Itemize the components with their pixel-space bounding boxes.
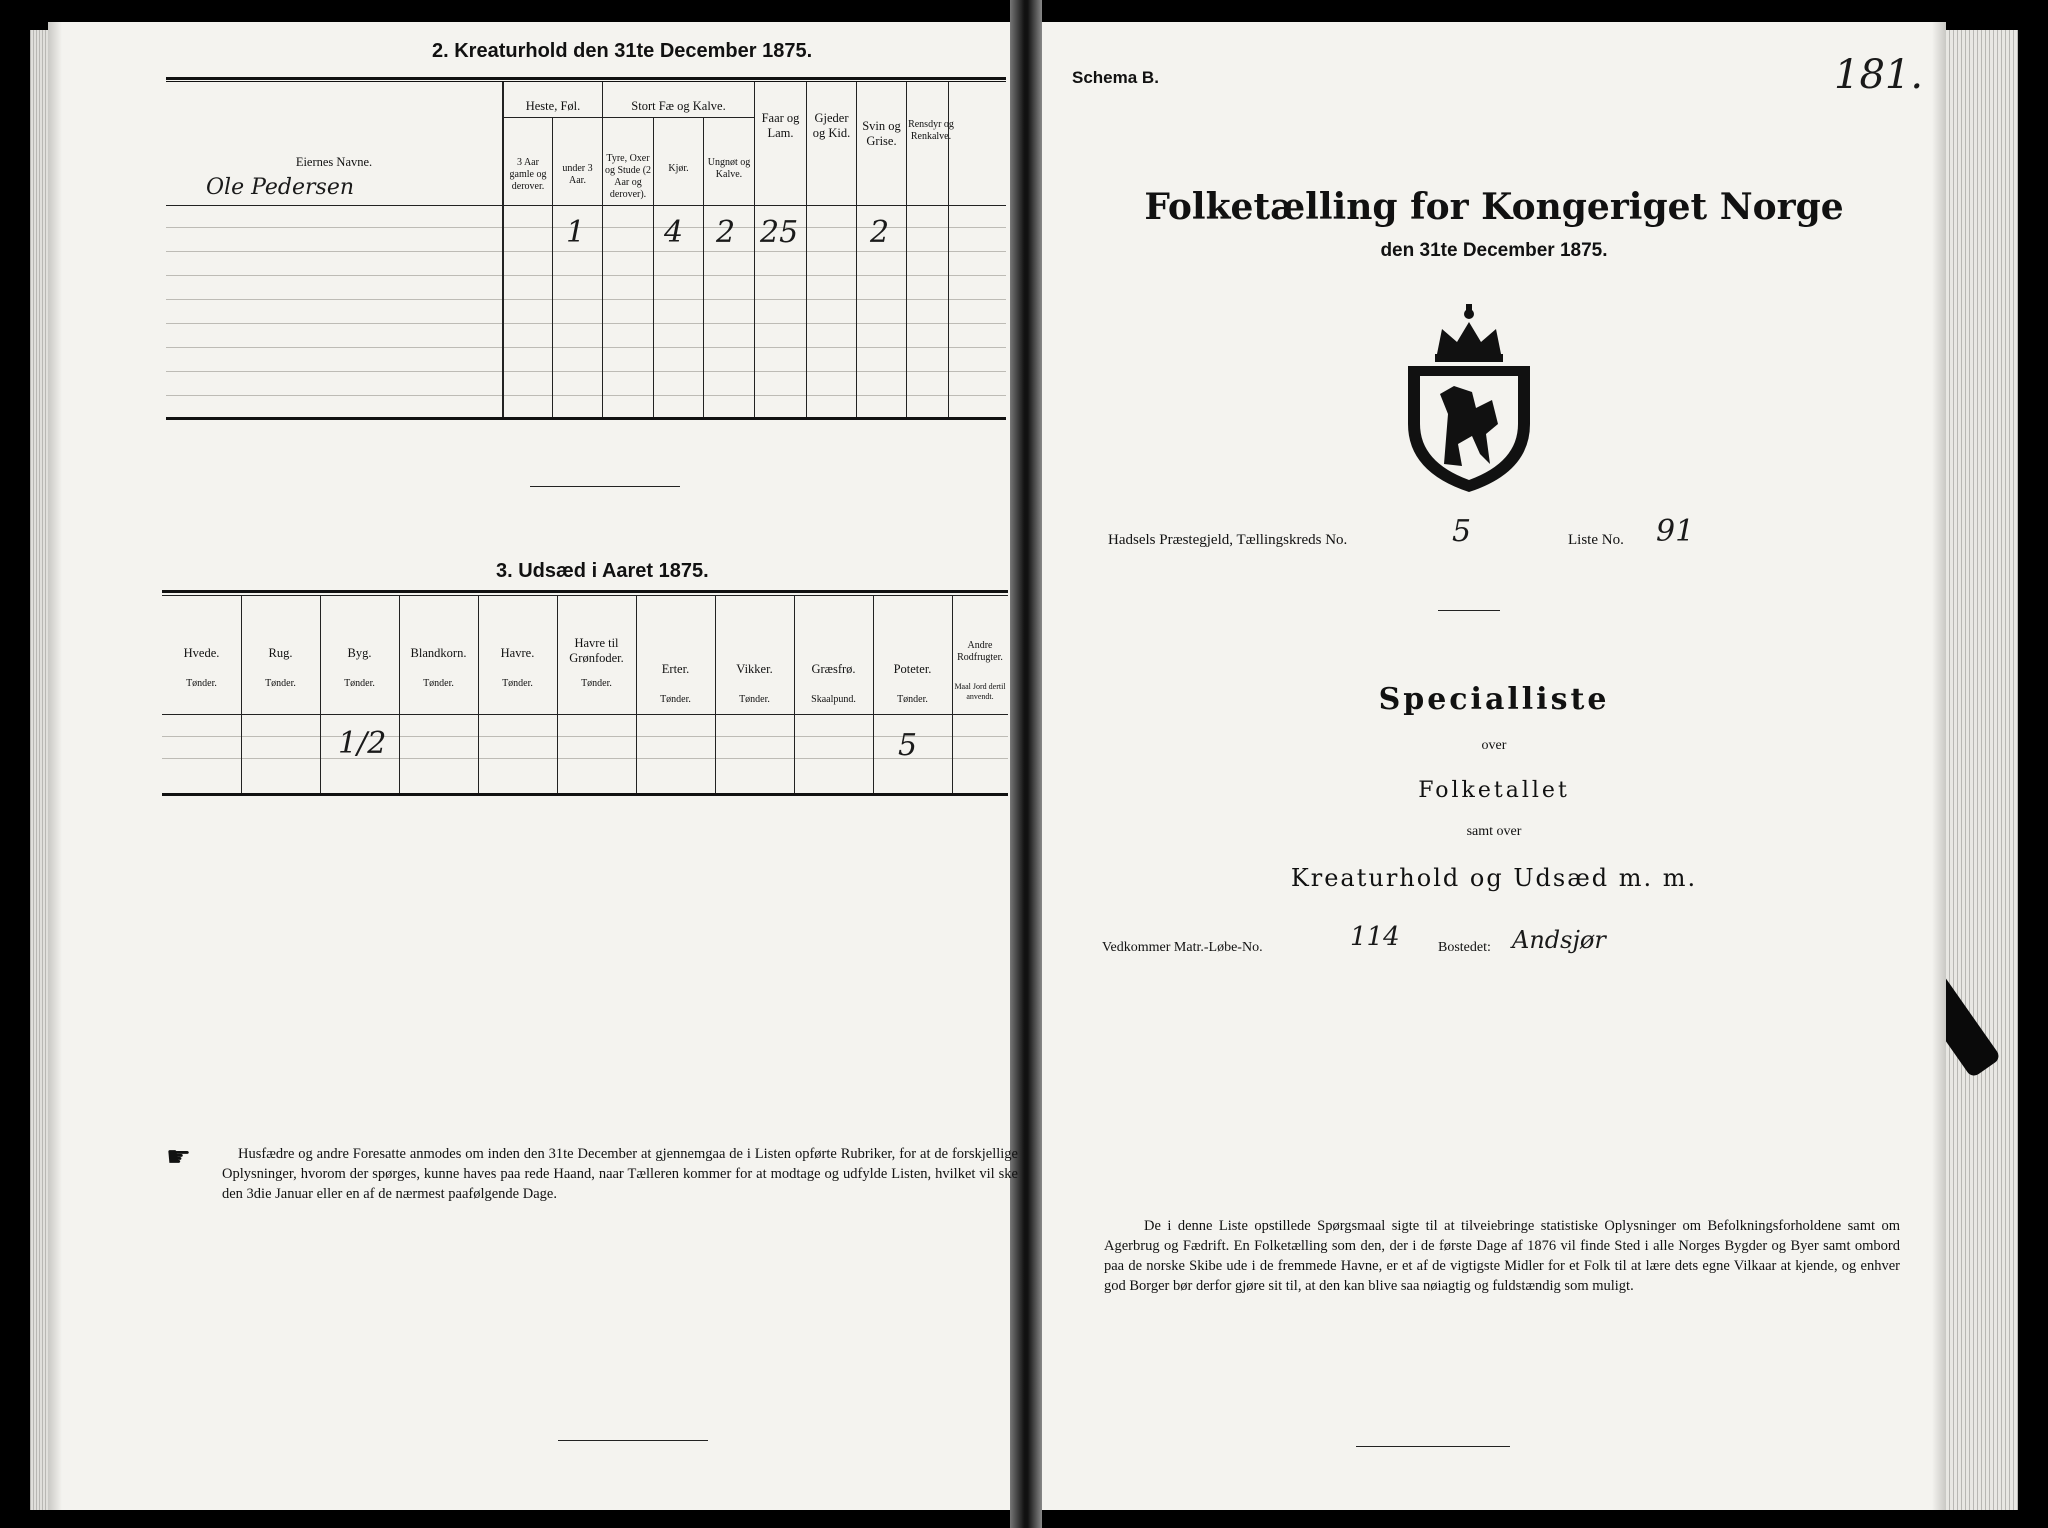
book-gutter bbox=[1010, 0, 1042, 1528]
sowing-table bbox=[162, 590, 1008, 800]
col-gjeder: Gjeder og Kid. bbox=[812, 111, 851, 140]
col-owner-names: Eiernes Navne. bbox=[295, 155, 373, 169]
faar-value: 25 bbox=[760, 215, 799, 250]
right-page-stack bbox=[1946, 30, 2018, 1510]
col-poteter: Poteter. bbox=[893, 662, 932, 676]
coat-of-arms-icon bbox=[1402, 304, 1536, 494]
col-vikker: Vikker. bbox=[736, 662, 773, 676]
group-stort-fae: Stort Fæ og Kalve. bbox=[631, 99, 726, 113]
col-heste-under3: under 3 Aar. bbox=[562, 163, 593, 186]
col-byg: Byg. bbox=[347, 646, 372, 660]
col-hvede-unit: Tønder. bbox=[186, 678, 217, 689]
col-graesfro: Græsfrø. bbox=[811, 662, 856, 676]
matr-label: Vedkommer Matr.-Løbe-No. bbox=[1102, 940, 1263, 955]
section3-title: 3. Udsæd i Aaret 1875. bbox=[496, 560, 709, 582]
svin-value: 2 bbox=[870, 215, 890, 250]
col-blandkorn: Blandkorn. bbox=[410, 646, 467, 660]
specialliste-title: Specialliste bbox=[1378, 682, 1610, 717]
col-byg-unit: Tønder. bbox=[344, 678, 375, 689]
col-hvede: Hvede. bbox=[183, 646, 220, 660]
left-page bbox=[48, 22, 1018, 1510]
over-text: over bbox=[1481, 738, 1507, 753]
footnote: Husfædre og andre Foresatte anmodes om inden den 31te December at gjennemgaa de i Listen opførte Rubriker, for at de forskjellige Oplysninger, hvorom der spørges, kunne haves paa rede Haand, naar Tælleren kommer for at modtage og udfylde Listen, hvilket vil ske den 3die Januar eller en af de nærmest paafølgende Dage. bbox=[222, 1146, 1018, 1202]
col-blandkorn-unit: Tønder. bbox=[423, 678, 454, 689]
pointing-hand-icon: ☛ bbox=[166, 1142, 192, 1173]
bosted-value: Andsjør bbox=[1512, 926, 1606, 954]
col-erter-unit: Tønder. bbox=[660, 694, 691, 705]
col-vikker-unit: Tønder. bbox=[739, 694, 770, 705]
group-heste: Heste, Føl. bbox=[525, 99, 581, 113]
matr-number: 114 bbox=[1350, 922, 1400, 952]
col-ungnot: Ungnøt og Kalve. bbox=[707, 157, 751, 180]
col-andre-rodfrugter: Andre Rodfrugter. bbox=[957, 640, 1003, 663]
divider bbox=[530, 486, 680, 487]
info-paragraph: De i denne Liste opstillede Spørgsmaal sigte til at tilveiebringe statistiske Oplysninger om Befolkningsforholdene samt om Agerbrug og Fædrift. En Folketælling som den, der i de første Dage af 1876 vil finde Sted i alle Norges Bygder og Byer samt ombord paa de norske Skibe ude i de fremmede Havne, er et af de vigtigste Midler for et Folk til at lære dets egne Vilkaar at kjende, og enhver god Borger bør derfor gjøre sit til, at den kan blive saa nøiagtig og fuldstændig som muligt. bbox=[1104, 1218, 1900, 1294]
bottom-divider bbox=[558, 1440, 708, 1441]
folketallet: Folketallet bbox=[1418, 778, 1570, 803]
bosted-label: Bostedet: bbox=[1438, 940, 1491, 955]
bottom-divider bbox=[1356, 1446, 1510, 1447]
left-page-stack bbox=[30, 30, 48, 1510]
col-graesfro-unit: Skaalpund. bbox=[811, 694, 856, 705]
livestock-table bbox=[166, 77, 1006, 422]
main-title: Folketælling for Kongeriget Norge bbox=[1144, 186, 1844, 228]
col-poteter-unit: Tønder. bbox=[897, 694, 928, 705]
col-tyre-oxer: Tyre, Oxer og Stude (2 Aar og derover). bbox=[604, 153, 652, 200]
parish-label: Hadsels Præstegjeld, Tællingskreds No. bbox=[1108, 532, 1348, 548]
col-havre-unit: Tønder. bbox=[502, 678, 533, 689]
col-havre: Havre. bbox=[500, 646, 535, 660]
liste-number: 91 bbox=[1656, 514, 1695, 549]
col-svin: Svin og Grise. bbox=[862, 119, 901, 148]
col-rug: Rug. bbox=[268, 646, 293, 660]
kreds-number: 5 bbox=[1452, 514, 1472, 549]
col-heste-3aar: 3 Aar gamle og derover. bbox=[509, 157, 547, 192]
heste-under3-value: 1 bbox=[566, 215, 586, 250]
col-andre-unit: Maal Jord dertil anvendt. bbox=[954, 682, 1006, 701]
schema-label: Schema B. bbox=[1072, 68, 1159, 87]
col-havre-gronfoder-unit: Tønder. bbox=[581, 678, 612, 689]
liste-label: Liste No. bbox=[1568, 532, 1624, 548]
ungnot-value: 2 bbox=[716, 215, 736, 250]
kreaturhold-heading: Kreaturhold og Udsæd m. m. bbox=[1290, 864, 1698, 892]
date-line: den 31te December 1875. bbox=[1380, 240, 1608, 261]
kjor-value: 4 bbox=[664, 215, 684, 250]
col-erter: Erter. bbox=[661, 662, 690, 676]
samt-over: samt over bbox=[1466, 824, 1522, 839]
col-rensdyr: Rensdyr og Renkalve. bbox=[908, 119, 954, 142]
divider bbox=[1438, 610, 1500, 611]
page-number: 181. bbox=[1834, 52, 1924, 98]
col-faar: Faar og Lam. bbox=[761, 111, 800, 140]
section2-title: 2. Kreaturhold den 31te December 1875. bbox=[432, 40, 813, 62]
owner-name: Ole Pedersen bbox=[206, 175, 355, 200]
col-havre-gronfoder: Havre til Grønfoder. bbox=[569, 636, 624, 665]
right-page bbox=[1042, 22, 1946, 1510]
poteter-value: 5 bbox=[898, 728, 918, 763]
byg-value: 1/2 bbox=[338, 726, 387, 761]
col-kjor: Kjør. bbox=[668, 163, 689, 174]
col-rug-unit: Tønder. bbox=[265, 678, 296, 689]
